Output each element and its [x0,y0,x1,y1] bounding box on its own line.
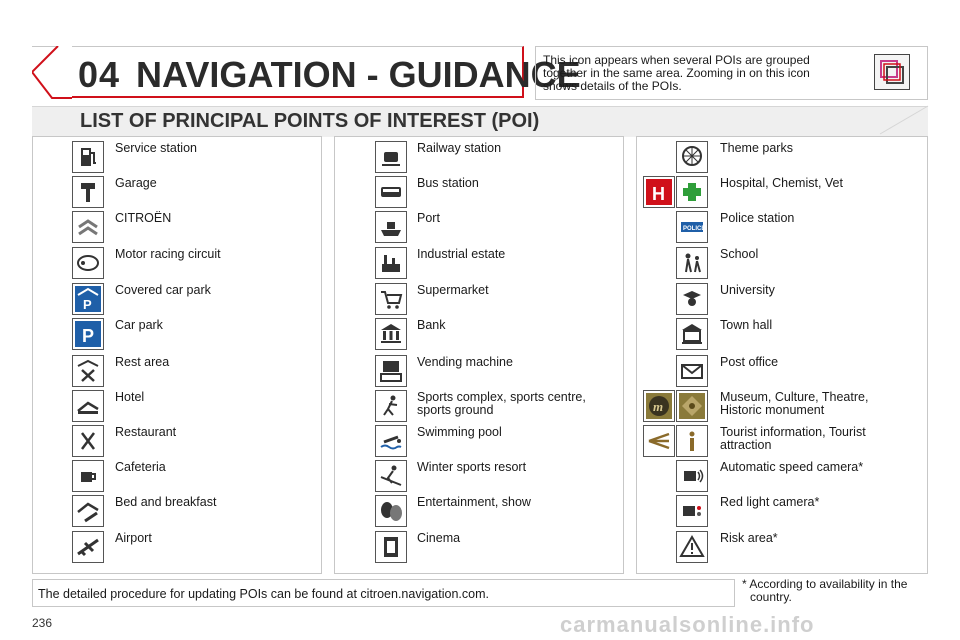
poi-label [115,356,169,369]
poi-label-line: Motor racing circuit [115,247,221,261]
poi-label-line: Police station [720,211,795,225]
swimmer-icon [375,425,407,457]
poi-label-line: Hospital, Chemist, Vet [720,176,843,190]
cutlery-icon [72,425,104,457]
poi-label-line: University [720,283,775,297]
page-number: 236 [32,616,53,630]
section-title: LIST OF PRINCIPAL POINTS OF INTEREST (POI) [80,110,540,132]
ferris-wheel-icon [676,141,708,173]
poi-label [115,284,211,297]
factory-icon [375,247,407,279]
poi-label [115,532,152,545]
poi-label [115,319,163,332]
hospital-h-icon [643,176,675,208]
poi-label [417,496,531,509]
info-icon [676,425,708,457]
poi-label [720,496,819,509]
bed-breakfast-icon [72,495,104,527]
poi-label [417,319,446,332]
theatre-masks-icon [375,495,407,527]
svg-text:P: P [82,326,95,346]
poi-label-line: Sports complex, sports centre, [417,390,586,404]
watermark: carmanualsonline.info [560,612,815,637]
fuel-pump-icon [72,141,104,173]
poi-label [115,248,221,261]
poi-label-line: Post office [720,355,779,369]
poi-label-line-2: sports ground [417,403,494,417]
ship-icon [375,211,407,243]
red-light-camera-icon [676,495,708,527]
poi-label [720,356,778,369]
poi-label-line: Winter sports resort [417,460,527,474]
poi-label [115,426,176,439]
poi-label-line: Airport [115,531,152,545]
poi-label-line: Town hall [720,318,773,332]
poi-label [417,391,586,417]
skier-icon [375,460,407,492]
poi-label [417,532,460,545]
poi-label-line: Cinema [417,531,461,545]
poi-label [417,356,513,369]
film-icon [375,531,407,563]
poi-label-line: Theme parks [720,141,793,155]
poi-label-line: Supermarket [417,283,489,297]
poi-label-line: Bus station [417,176,479,190]
atm-icon [375,355,407,387]
chapter-title: NAVIGATION - GUIDANCE [136,54,581,95]
covered-parking-icon [72,283,104,315]
poi-label-line: Car park [115,318,163,332]
poi-label-line: Cafeteria [115,460,166,474]
poi-label-line: Service station [115,141,197,155]
rest-area-icon [72,355,104,387]
shopping-cart-icon [375,283,407,315]
poi-label [720,284,775,297]
poi-label [115,177,157,190]
poi-label [115,496,216,509]
town-hall-icon [676,318,708,350]
poi-label [720,177,843,190]
poi-label-line: Red light camera* [720,495,820,509]
hospital-icon [676,176,708,208]
graduate-icon [676,283,708,315]
poi-label-line: Railway station [417,141,502,155]
poi-label-line: CITROËN [115,211,172,225]
poi-label-line: Garage [115,176,157,190]
poi-label [417,284,489,297]
airplane-icon [72,531,104,563]
footnote-line-2: country. [750,590,792,604]
tourist-attraction-icon [643,425,675,457]
poi-label-line: Entertainment, show [417,495,531,509]
poi-label-line: Restaurant [115,425,177,439]
poi-label [417,461,526,474]
poi-label [115,212,171,225]
svg-text:P: P [83,297,92,312]
poi-label-line: Industrial estate [417,247,506,261]
svg-text:H: H [652,184,665,204]
museum-icon [676,390,708,422]
bed-icon [72,390,104,422]
warning-icon [676,531,708,563]
bank-icon [375,318,407,350]
svg-text:m: m [653,399,664,414]
poi-label-line: Covered car park [115,283,211,297]
svg-text:POLICE: POLICE [683,226,705,232]
poi-label-line: School [720,247,759,261]
poi-label-line-2: Historic monument [720,403,825,417]
poi-label-line: Hotel [115,390,145,404]
poi-label-line: Tourist information, Tourist [720,425,866,439]
poi-label [720,319,772,332]
poi-label [417,248,505,261]
speed-camera-icon [676,460,708,492]
poi-label-line: Automatic speed camera* [720,460,864,474]
footnote [742,578,907,604]
poi-label [720,461,863,474]
poi-label [417,142,501,155]
poi-label [417,177,479,190]
header-tab-corner [32,46,72,100]
poi-label [720,391,868,417]
poi-label-line: Vending machine [417,355,513,369]
poi-label [417,212,440,225]
museum-m-icon [643,390,675,422]
poi-label-line: Rest area [115,355,170,369]
children-icon [676,247,708,279]
poi-label-line: Port [417,211,440,225]
poi-label-line: Risk area* [720,531,778,545]
grouped-poi-info-text: This icon appears when several POIs are grouped together in the same area. Zooming in on this icon shows details of the POIs. [543,53,810,93]
bus-icon [375,176,407,208]
poi-label-line: Swimming pool [417,425,502,439]
grouped-poi-icon [874,54,910,90]
poi-label [115,391,144,404]
parking-icon [72,318,104,350]
poi-label-line: Museum, Culture, Theatre, [720,390,869,404]
poi-label [720,532,778,545]
poi-label-line: Bed and breakfast [115,495,217,509]
envelope-icon [676,355,708,387]
sport-icon [375,390,407,422]
footer-text: The detailed procedure for updating POIs can be found at citroen.navigation.com. [38,587,489,601]
poi-label [720,426,866,452]
poi-label [720,248,758,261]
train-icon [375,141,407,173]
poi-label [417,426,502,439]
poi-label [115,461,166,474]
poi-label-line-2: attraction [720,438,772,452]
section-bar-slant [870,104,930,136]
racing-circuit-icon [72,247,104,279]
poi-label [720,212,794,225]
cup-icon [72,460,104,492]
poi-label-line: Bank [417,318,446,332]
chapter-number: 04 [78,54,121,95]
poi-label [720,142,793,155]
poi-label [115,142,197,155]
wrench-icon [72,176,104,208]
footnote-line-1: * According to availability in the [742,577,908,591]
citroen-chevrons-icon [72,211,104,243]
police-icon [676,211,708,243]
